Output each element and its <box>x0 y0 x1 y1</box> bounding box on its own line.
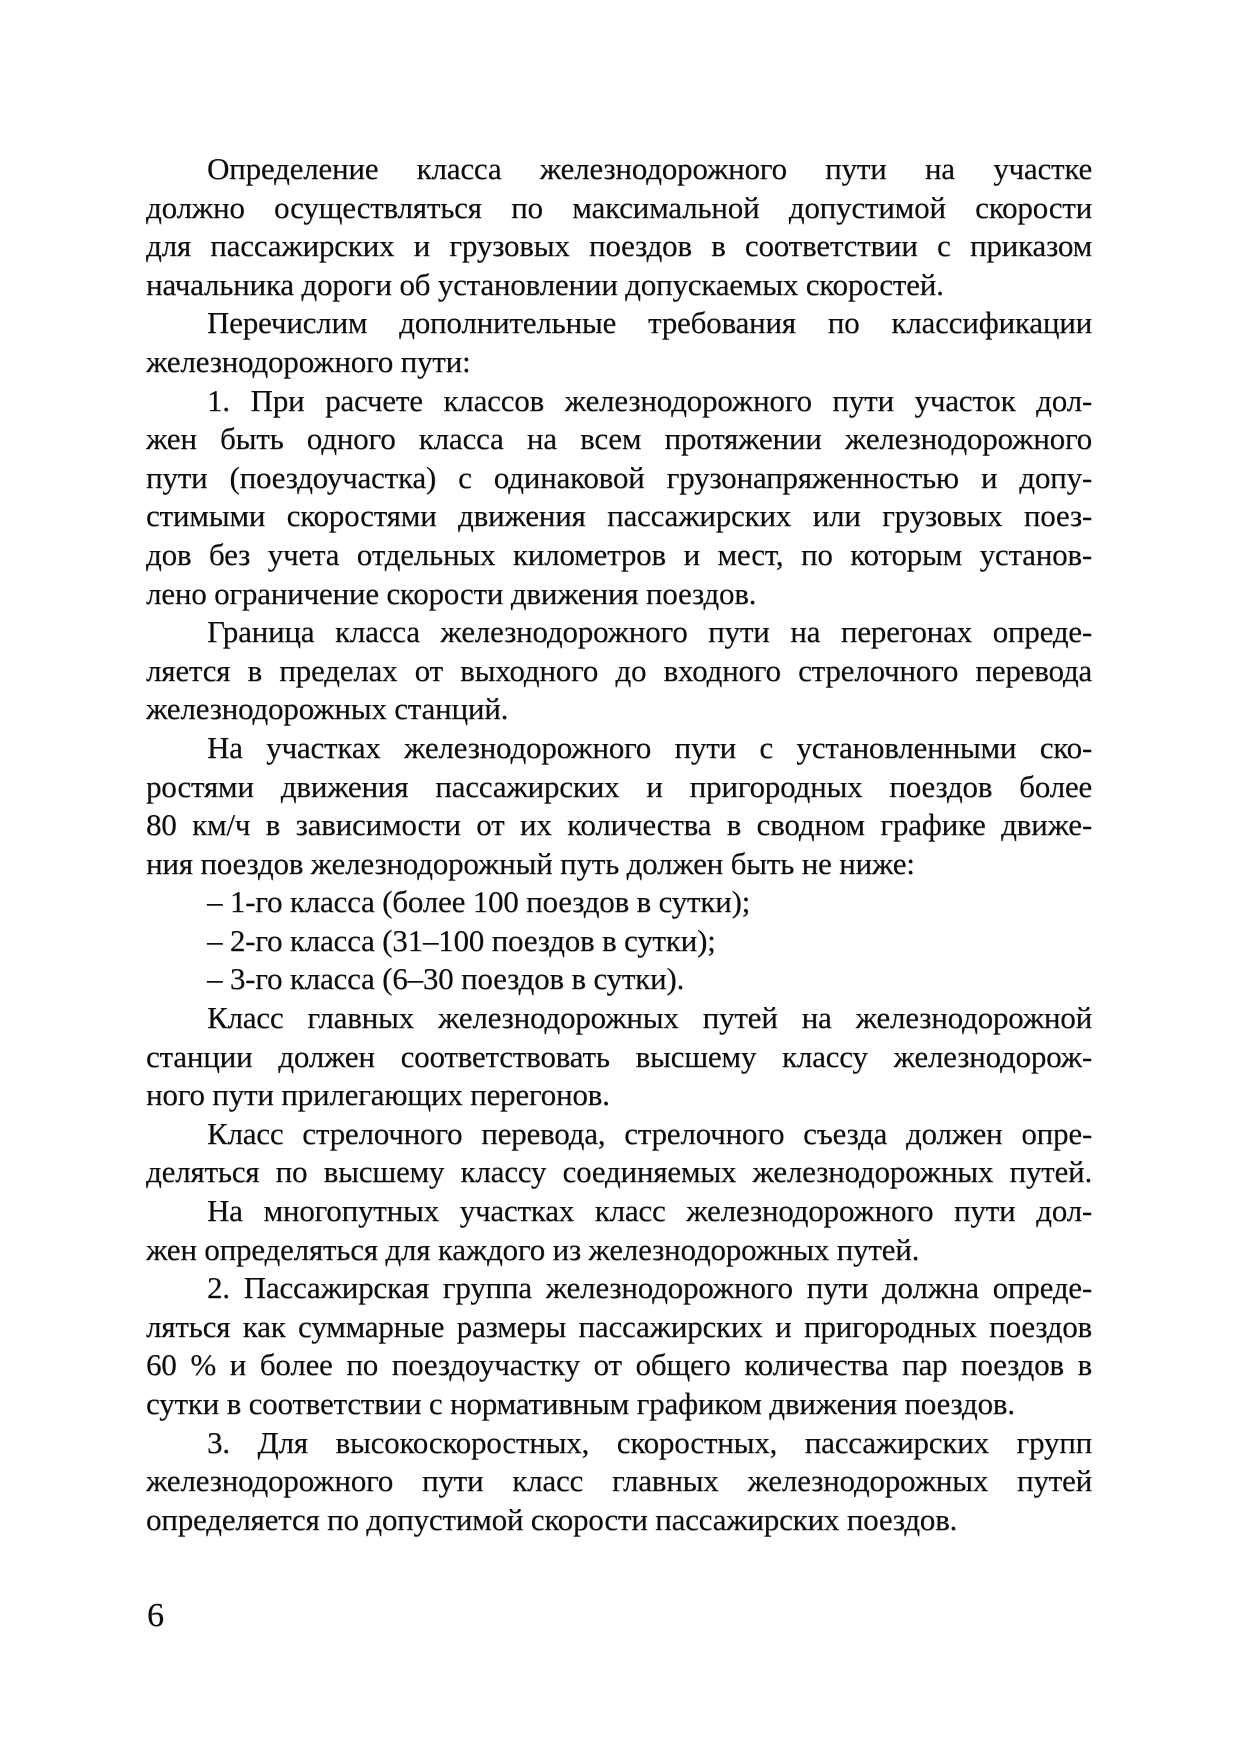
text-line: ного пути прилегающих перегонов. <box>146 1077 610 1113</box>
text-line: 60 % и более по поездоучастку от общего количества пар поездов в <box>146 1347 1092 1383</box>
text-line: лено ограничение скорости движения поездов. <box>146 575 757 611</box>
text-line: ния поездов железнодорожный путь должен быть не ниже: <box>146 845 915 881</box>
text-line: определяется по допустимой скорости пассажирских поездов. <box>146 1501 958 1537</box>
text-line: начальника дороги об установлении допускаемых скоростей. <box>146 266 944 302</box>
text-line: пути (поездоучастка) с одинаковой грузонапряженностью и допу- <box>146 459 1092 495</box>
text-line: 3. Для высокоскоростных, скоростных, пассажирских групп <box>207 1424 1092 1460</box>
text-line: ляется в пределах от выходного до входного стрелочного перевода <box>146 652 1092 688</box>
text-line: жен быть одного класса на всем протяжении железнодорожного <box>146 421 1092 457</box>
text-line: деляться по высшему классу соединяемых железнодорожных путей. <box>146 1154 1092 1190</box>
document-body <box>146 150 1092 1539</box>
text-line: 2. Пассажирская группа железнодорожного пути должна опреде- <box>207 1270 1092 1306</box>
text-line: сутки в соответствии с нормативным графиком движения поездов. <box>146 1386 1015 1421</box>
page-number: 6 <box>147 1597 164 1634</box>
text-line: для пассажирских и грузовых поездов в соответствии с приказом <box>146 228 1092 264</box>
text-line: 80 км/ч в зависимости от их количества в сводном графике движе- <box>146 807 1092 843</box>
text-line: стимыми скоростями движения пассажирских или грузовых поез- <box>146 498 1092 534</box>
text-line: станции должен соответствовать высшему классу железнодорож- <box>146 1038 1092 1074</box>
text-line: железнодорожного пути: <box>146 343 471 379</box>
text-line: На участках железнодорожного пути с установленными ско- <box>207 729 1092 765</box>
text-line: железнодорожных станций. <box>146 691 509 727</box>
text-line: жен определяться для каждого из железнодорожных путей. <box>146 1231 920 1267</box>
text-line: ростями движения пассажирских и пригородных поездов более <box>146 768 1092 804</box>
text-line: – 2-го класса (31–100 поездов в сутки); <box>207 922 716 958</box>
text-line: ляться как суммарные размеры пассажирских и пригородных поездов <box>146 1308 1092 1344</box>
text-line: Граница класса железнодорожного пути на перегонах опреде- <box>207 614 1092 650</box>
text-line: железнодорожного пути класс главных железнодорожных путей <box>146 1463 1092 1499</box>
text-line: Определение класса железнодорожного пути на участке <box>207 151 1092 186</box>
text-line: дов без учета отдельных километров и мест, по которым установ- <box>146 536 1092 572</box>
text-line: 1. При расчете классов железнодорожного пути участок дол- <box>207 382 1092 418</box>
text-line: Перечислим дополнительные требования по классификации <box>207 305 1092 341</box>
text-line: – 1-го класса (более 100 поездов в сутки); <box>207 884 751 920</box>
text-line: должно осуществляться по максимальной допустимой скорости <box>146 189 1092 225</box>
text-line: На многопутных участках класс железнодорожного пути дол- <box>207 1193 1092 1229</box>
text-line: – 3-го класса (6–30 поездов в сутки). <box>207 961 685 997</box>
text-line: Класс стрелочного перевода, стрелочного съезда должен опре- <box>207 1115 1092 1151</box>
text-line: Класс главных железнодорожных путей на железнодорожной <box>207 1000 1092 1036</box>
